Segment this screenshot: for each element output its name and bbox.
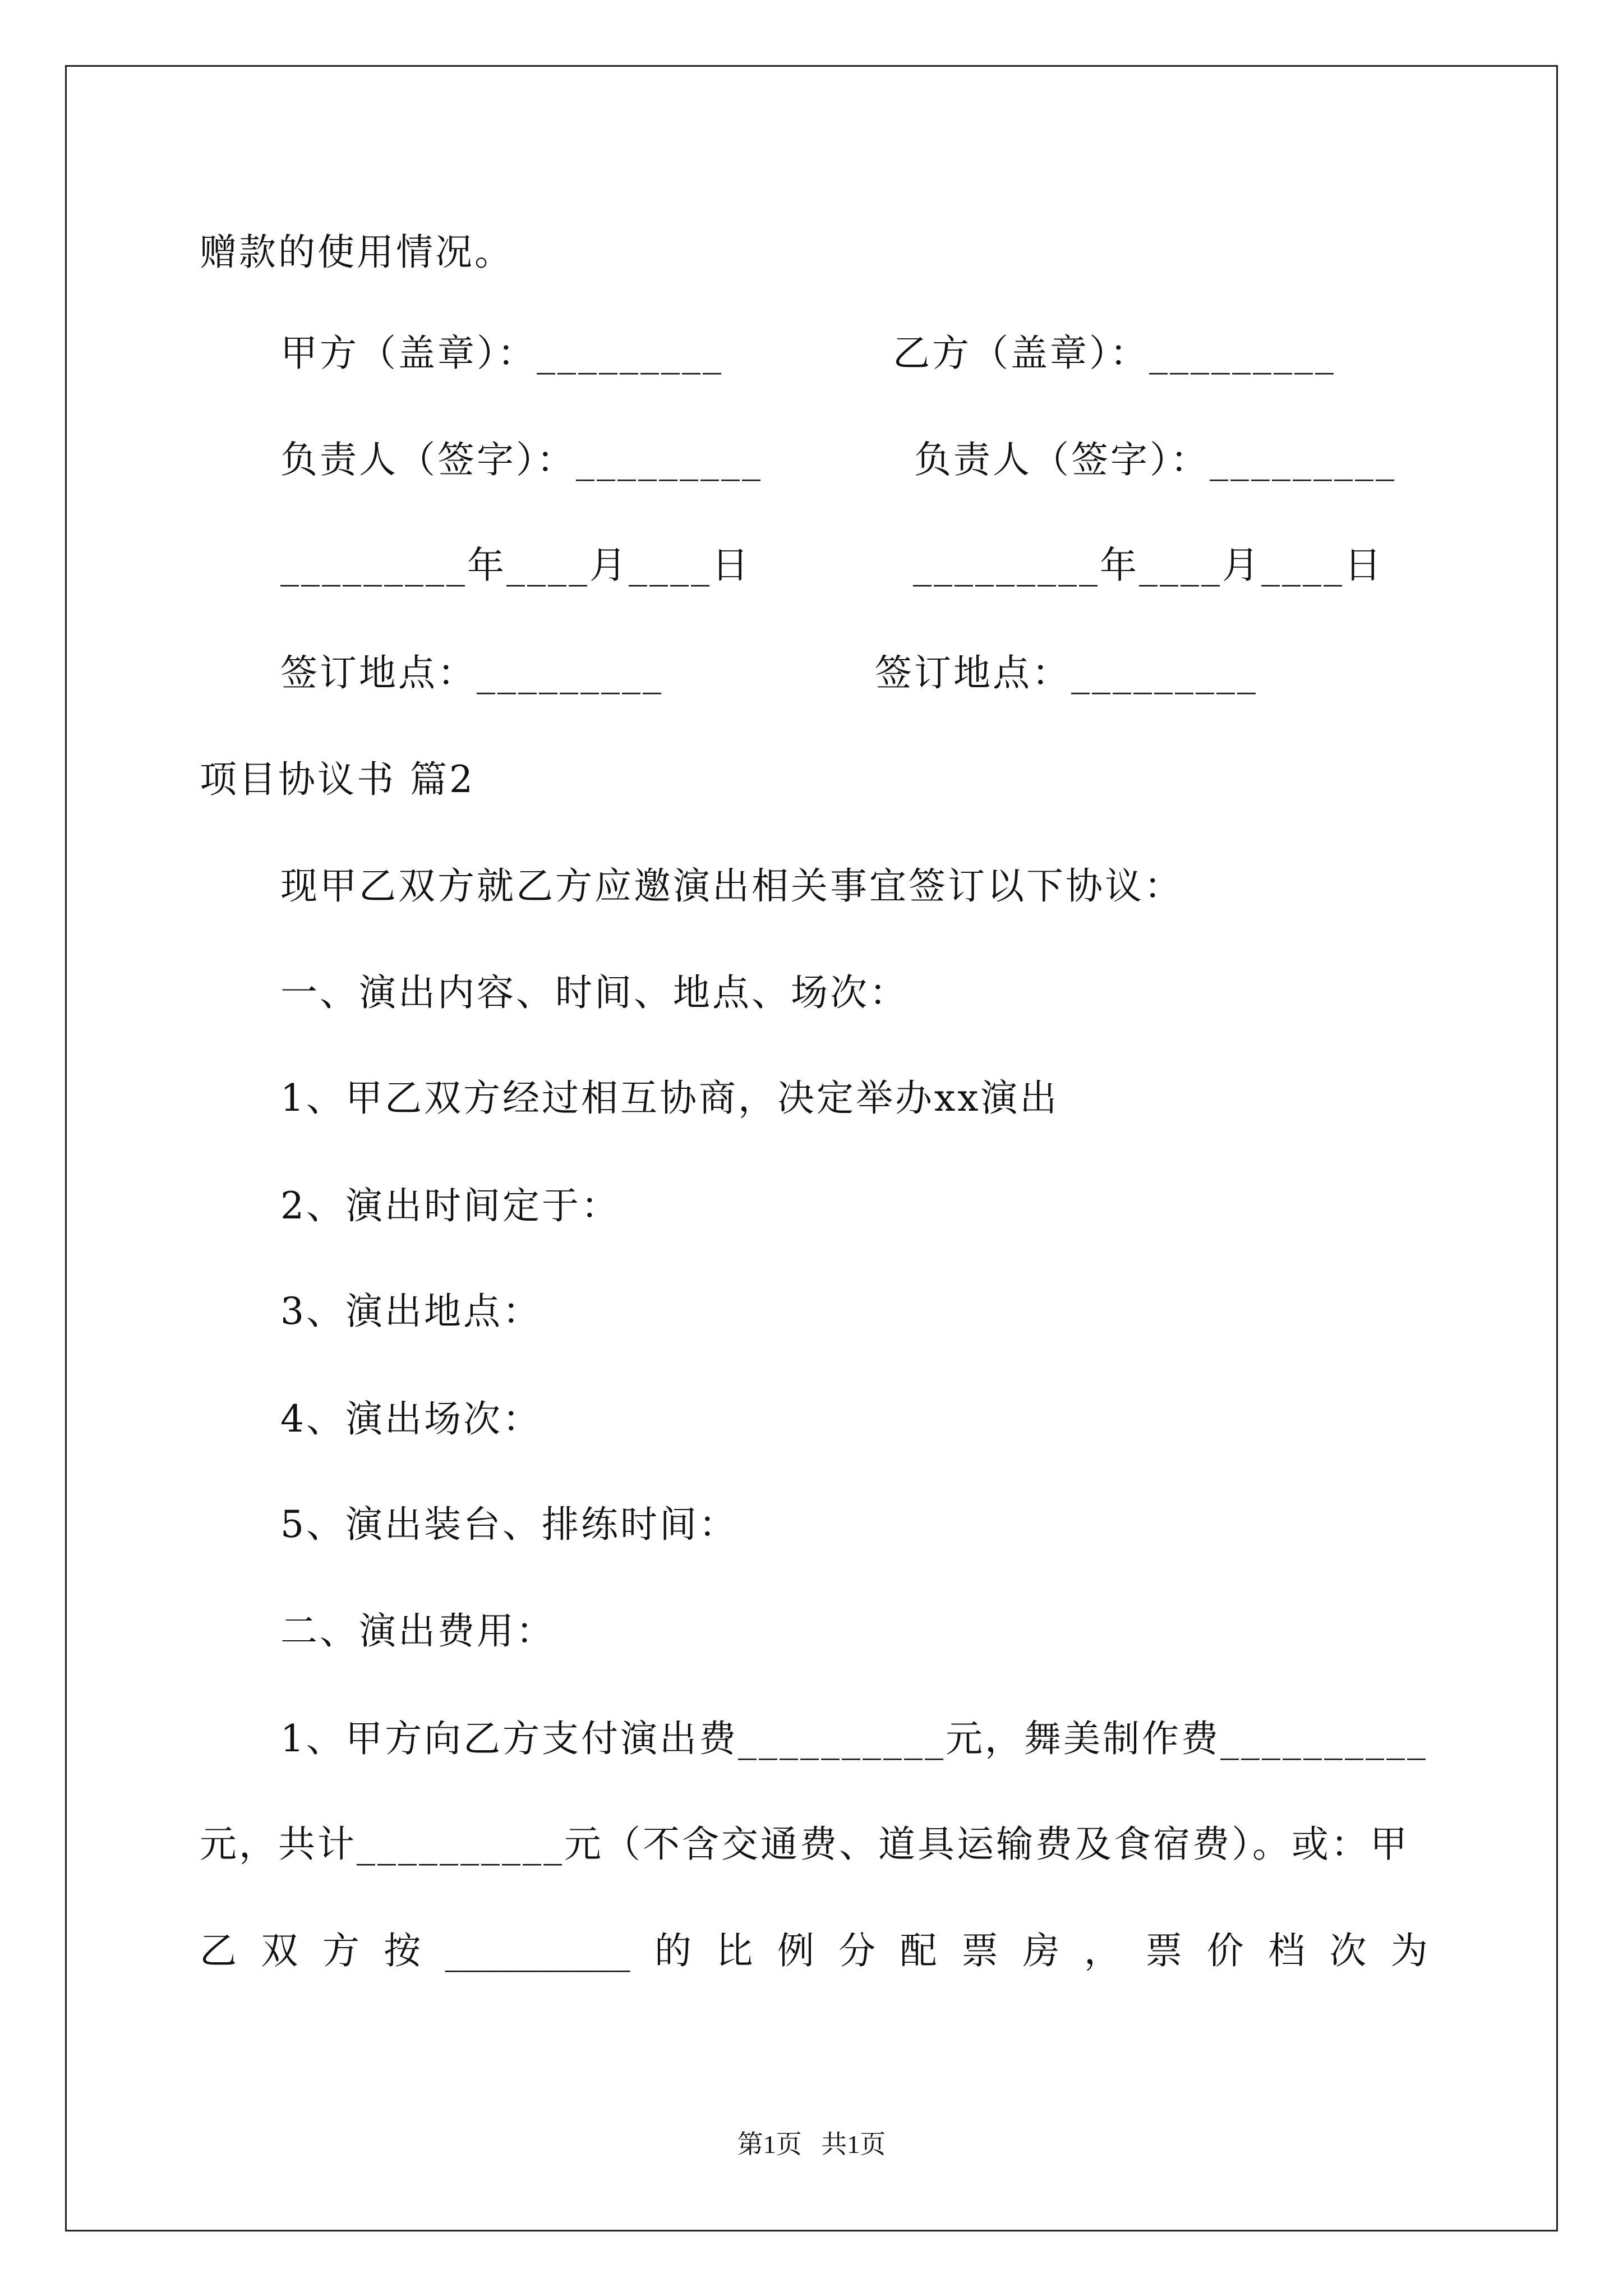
heading-one: 一、演出内容、时间、地点、场次： [280,971,909,1014]
fee-line-3-char: 票 [1145,1929,1183,1972]
section-title: 项目协议书 篇2 [200,758,475,801]
fee-line-3-char: 按 [384,1929,421,1972]
fee-line-1: 1、甲方向乙方支付演出费__________元，舞美制作费__________ [280,1717,1428,1760]
page-footer: 第1页 共1页 [737,2130,886,2159]
fee-line-3-char: 比 [716,1929,753,1972]
fee-line-3-char: 为 [1390,1929,1428,1972]
text-line: 赠款的使用情况。 [200,231,514,274]
heading-two: 二、演出费用： [280,1609,555,1653]
fee-line-3 [200,1929,1428,1973]
party-a-date: _________年____月____日 [280,544,751,587]
fee-line-3-char: ， [1083,1929,1121,1972]
item-3: 3、演出地点： [280,1290,542,1333]
item-2: 2、演出时间定于： [280,1184,620,1227]
page-border [65,65,1558,2231]
item-4: 4、演出场次： [280,1397,542,1441]
fee-line-3-blank: __________ [445,1929,630,1972]
fee-line-3-char: 票 [961,1929,999,1972]
item-5: 5、演出装台、排练时间： [280,1503,738,1546]
intro-paragraph: 现甲乙双方就乙方应邀演出相关事宜签订以下协议： [280,864,1183,908]
fee-line-3-char: 价 [1206,1929,1244,1972]
fee-line-3-char: 乙 [200,1929,237,1972]
item-1: 1、甲乙双方经过相互协商，决定举办xx演出 [280,1076,1059,1120]
fee-line-3-char: 的 [654,1929,692,1972]
fee-line-3-char: 档 [1268,1929,1306,1972]
party-b-sign: 负责人（签字）：_________ [914,438,1396,481]
party-a-place: 签订地点：_________ [280,651,663,694]
party-b-place: 签订地点：_________ [875,651,1258,694]
party-a-sign: 负责人（签字）：_________ [280,438,763,481]
fee-line-3-char: 分 [838,1929,876,1972]
fee-line-3-char: 房 [1022,1929,1060,1972]
fee-line-3-char: 例 [777,1929,814,1972]
fee-line-2: 元，共计__________元（不含交通费、道具运输费及食宿费）。或：甲 [200,1823,1409,1866]
fee-line-3-char: 配 [900,1929,937,1972]
party-b-seal: 乙方（盖章）：_________ [893,332,1336,375]
fee-line-3-char: 次 [1329,1929,1367,1972]
party-b-date: _________年____月____日 [913,544,1384,587]
party-a-seal: 甲方（盖章）：_________ [280,332,723,375]
fee-line-3-char: 方 [322,1929,359,1972]
fee-line-3-char: 双 [261,1929,298,1972]
